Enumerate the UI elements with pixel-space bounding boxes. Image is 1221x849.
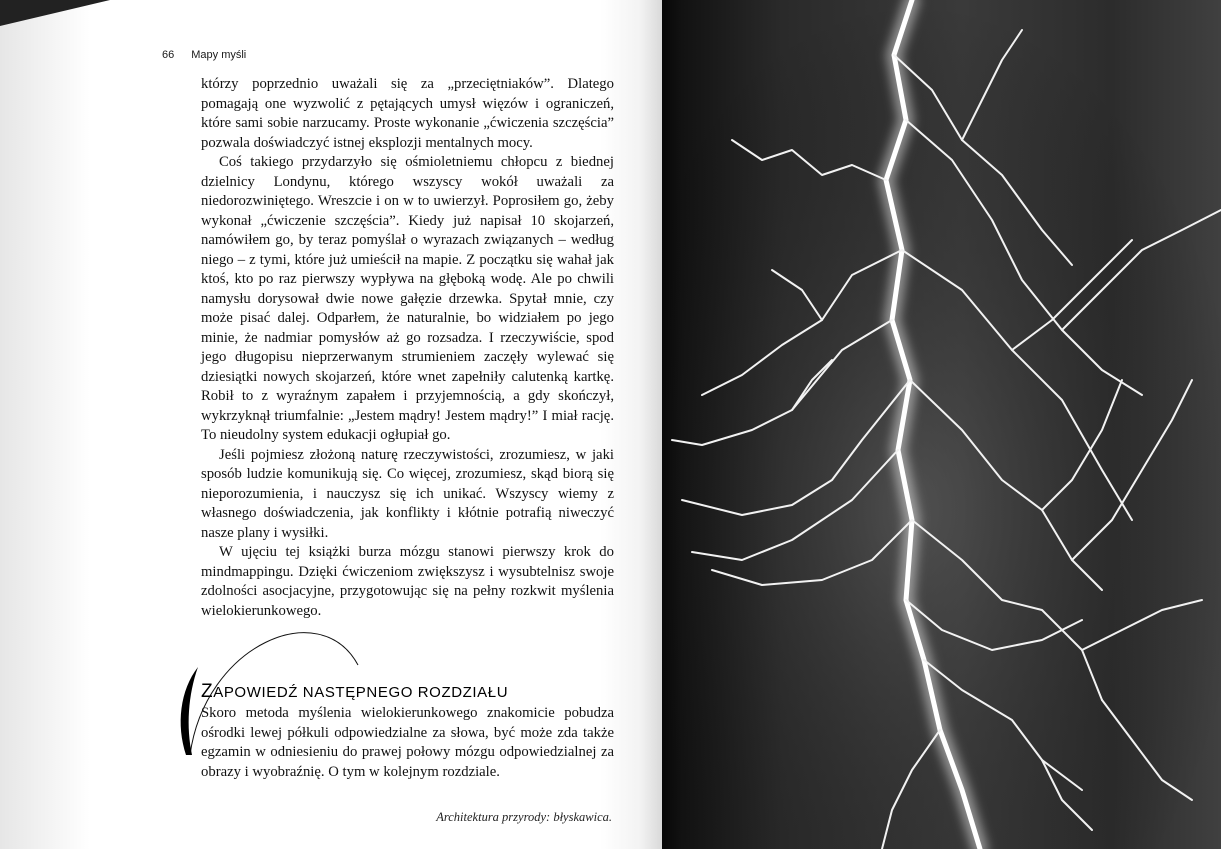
heading-rest: APOWIEDŹ NASTĘPNEGO ROZDZIAŁU [213,684,509,701]
running-head-title: Mapy myśli [191,49,247,61]
heading-initial: Z [201,681,214,702]
paragraph: Jeśli pojmiesz złożoną naturę rzeczywistości, zrozumiesz, w jaki sposób ludzie komunikują się. Co więcej, zrozumiesz, skąd biorą się nieporozumienia, i nauczysz się ich unikać. Wszyscy wiemy z własnego doświadczenia, jak konflikty i kłótnie potrafią niweczyć nasze plany i wysiłki. [201,446,614,541]
lightning-photo [662,0,1221,849]
section-heading [201,681,508,703]
body-text [201,75,614,621]
paragraph: Coś takiego przydarzyło się ośmioletniemu chłopcu z biednej dzielnicy Londynu, którego wszyscy wokół uważali za niedorozwiniętego. Wreszcie i on w to uwierzył. Poprosiłem go, żeby wykonał „ćwiczenie szczęścia”. Kiedy już napisał 10 skojarzeń, namówiłem go, by teraz pomyślał o wyrazach związanych – według niego – z tymi, które już umieścił na mapie. Z początku się wahał jak ktoś, kto po raz pierwszy wypływa na głęboką wodę. Ale po chwili namysłu dorysował dwie nowe gałęzie drzewka. Spytał mnie, czy może pisać dalej. Odparłem, że naturalnie, bo widziałem po jego minie, że nadmiar pomysłów aż go rozsadza. I rzeczywiście, spod jego długopisu nieprzerwanym strumieniem zaczęły wylewać się dziesiątki nowych skojarzeń, które wnet zapełniły calutenką kartkę. Robił to z wyraźnym zapałem i przyjemnością, a gdy skończył, wykrzyknął triumfalnie: „Jestem mądry! Jestem mądry!” I miał rację. To nieudolny system edukacji ogłupiał go. [201,154,614,443]
page-number: 66 [162,49,175,61]
page-corner-shadow [0,0,120,28]
section-text: Skoro metoda myślenia wielokierunkowego znakomicie pobudza ośrodki lewej półkuli odpowiedzialne za słowa, być może zda także egzamin w odniesieniu do prawej połowy mózgu odpowiedzialnej za obrazy i wyobraźnię. O tym w kolejnym rozdziale. [201,705,614,780]
paragraph: którzy poprzednio uważali się za „przeciętniaków”. Dlatego pomagają one wyzwolić z pętających umysł więzów i ograniczeń, które sami sobie narzucamy. Proste wykonanie „ćwiczenia szczęścia” pozwala doświadczyć istnej eksplozji mentalnych mocy. [201,76,614,151]
running-head [162,49,246,61]
right-page [662,0,1221,849]
paragraph: W ujęciu tej książki burza mózgu stanowi pierwszy krok do mindmappingu. Dzięki ćwiczeniom zwiększysz i wysubtelnisz swoje zdolności asocjacyjne, przygotowując się na pełny rozkwit myślenia wielokierunkowego. [201,544,614,619]
photo-caption: Architektura przyrody: błyskawica. [436,810,612,824]
